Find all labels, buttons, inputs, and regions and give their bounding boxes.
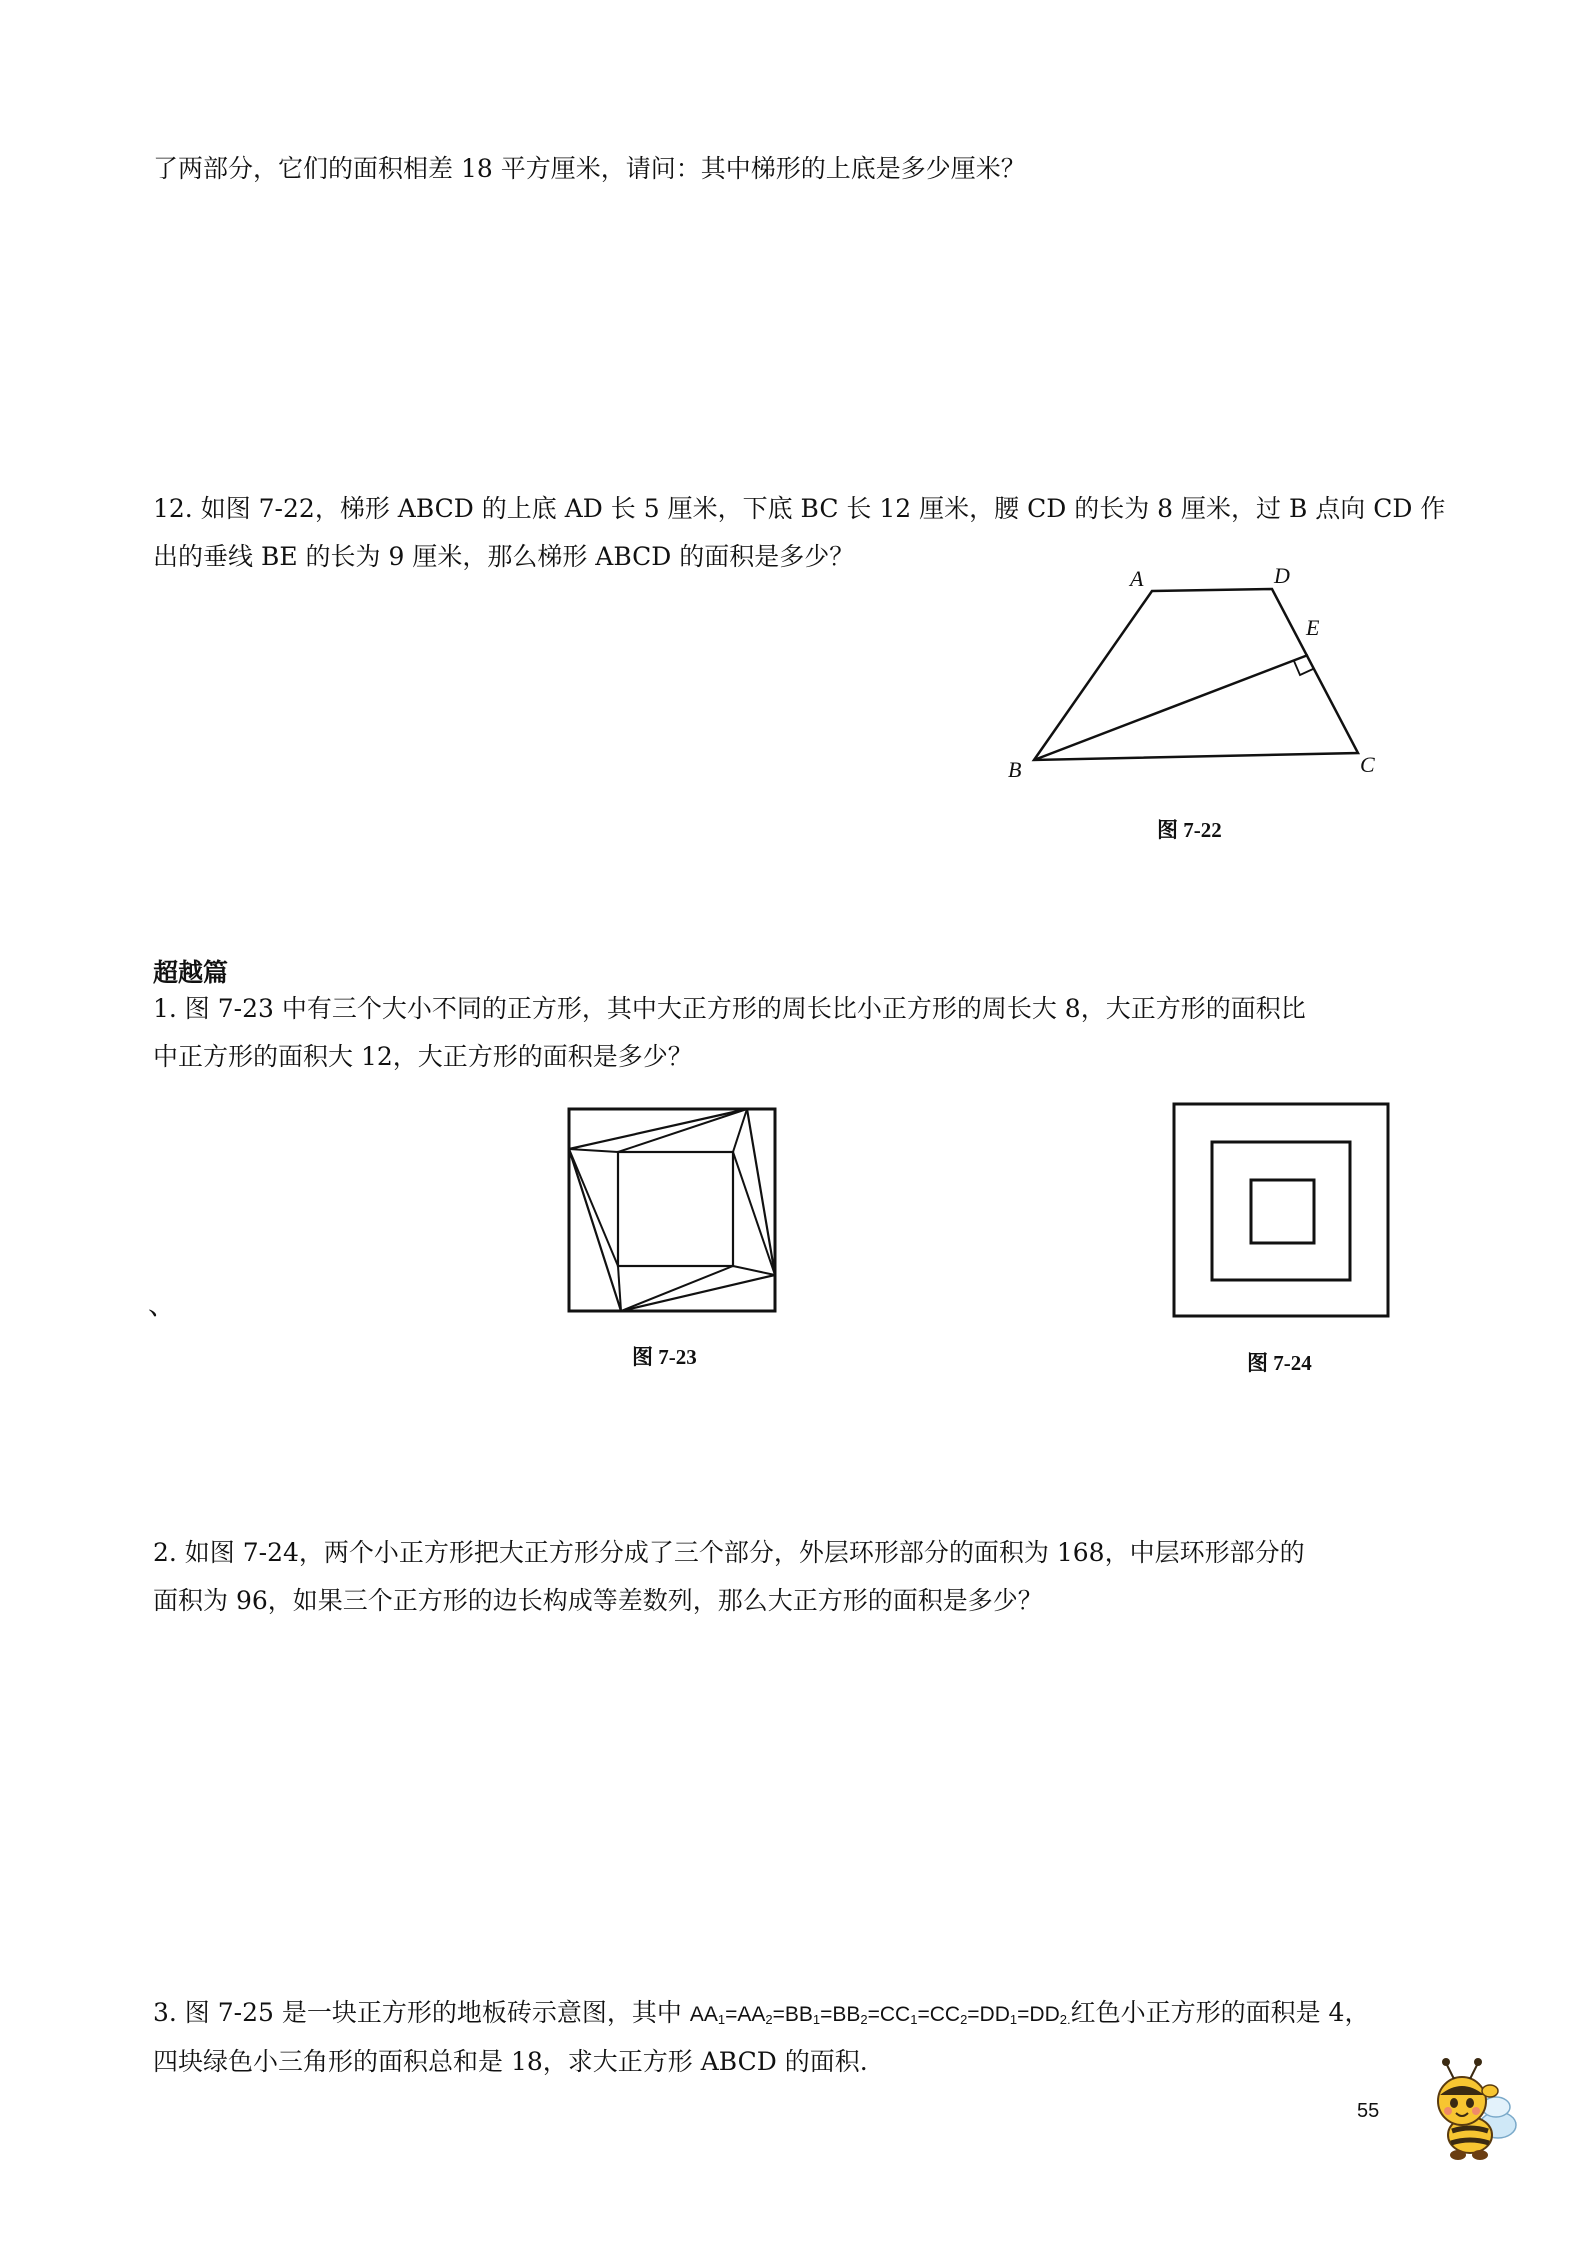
- exercise-2-line-2: 面积为 96，如果三个正方形的边长构成等差数列，那么大正方形的面积是多少？: [153, 1586, 1043, 1615]
- problem-11-text: 了两部分，它们的面积相差 18 平方厘米，请问：其中梯形的上底是多少厘米？: [153, 154, 1026, 183]
- label-c: C: [1360, 752, 1375, 777]
- inner-square: [1251, 1180, 1314, 1243]
- exercise-3-line-1: 3. 图 7-25 是一块正方形的地板砖示意图，其中 $AA_1=AA_2=BB_1=BB_2=CC_1=CC_2=DD_1=DD_{2.}$红色小正方形的面积是 4，: [153, 1998, 1370, 2027]
- large-square: [569, 1109, 775, 1311]
- problem-12-line-1: 12. 如图 7-22，梯形 ABCD 的上底 AD 长 5 厘米，下底 BC 长 12 厘米，腰 CD 的长为 8 厘米，过 B 点向 CD 作: [153, 494, 1446, 523]
- page-number: 55: [1357, 2100, 1380, 2122]
- figure-7-23-squares: [565, 1105, 785, 1315]
- stray-mark: 、: [148, 1288, 177, 1321]
- label-b: B: [1008, 757, 1022, 782]
- exercise-1-line-2: 中正方形的面积大 12，大正方形的面积是多少？: [153, 1042, 693, 1071]
- bee-mascot-icon: [1420, 2055, 1525, 2165]
- figure-7-22-caption: 图 7-22: [1157, 818, 1222, 842]
- exercise-1-line-1: 1. 图 7-23 中有三个大小不同的正方形，其中大正方形的周长比小正方形的周长大 8，大正方形的面积比: [153, 994, 1306, 1023]
- figure-7-24-nested-squares: [1170, 1100, 1395, 1320]
- section-heading: 超越篇: [153, 958, 229, 987]
- label-e: E: [1306, 615, 1320, 640]
- medium-square: [569, 1109, 775, 1311]
- equal-segments-equation: $AA_1=AA_2=BB_1=BB_2=CC_1=CC_2=DD_1=DD_{2.}$: [689, 2003, 1071, 2027]
- figure-7-22-trapezoid: [990, 555, 1390, 855]
- perpendicular-be: [1034, 655, 1308, 760]
- label-d: D: [1274, 563, 1290, 588]
- exercise-2-line-1: 2. 如图 7-24，两个小正方形把大正方形分成了三个部分，外层环形部分的面积为 168，中层环形部分的: [153, 1538, 1305, 1567]
- problem-12-line-2: 出的垂线 BE 的长为 9 厘米，那么梯形 ABCD 的面积是多少？: [153, 542, 855, 571]
- figure-7-23-caption: 图 7-23: [632, 1345, 697, 1369]
- exercise-3-line-2: 四块绿色小三角形的面积总和是 18，求大正方形 ABCD 的面积.: [153, 2047, 868, 2076]
- label-a: A: [1130, 566, 1144, 591]
- figure-7-24-caption: 图 7-24: [1247, 1351, 1312, 1375]
- middle-square: [1212, 1142, 1350, 1280]
- outer-square: [1174, 1104, 1388, 1316]
- small-square: [618, 1152, 733, 1266]
